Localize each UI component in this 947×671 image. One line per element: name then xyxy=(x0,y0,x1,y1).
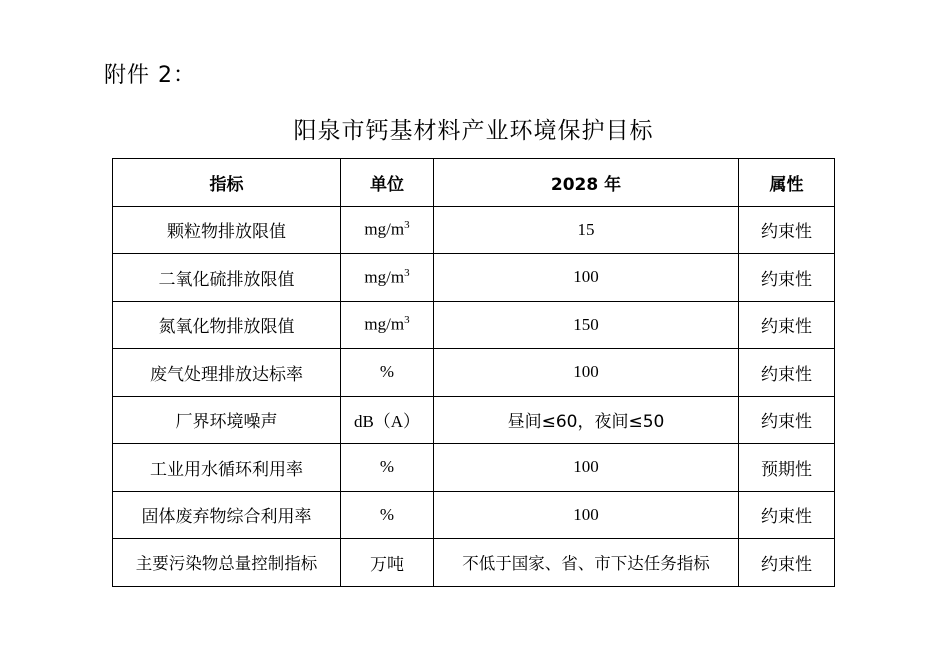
row-indicator: 厂界环境噪声 xyxy=(113,396,341,444)
attachment-label: 附件 2： xyxy=(104,63,196,88)
document-title: 阳泉市钙基材料产业环境保护目标 xyxy=(293,118,654,144)
row-attribute: 约束性 xyxy=(739,206,835,254)
unit-text: mg/m xyxy=(364,315,405,335)
header-attribute: 属性 xyxy=(739,159,835,207)
row-indicator: 颗粒物排放限值 xyxy=(113,206,341,254)
row-indicator: 固体废弃物综合利用率 xyxy=(113,491,341,539)
table-row xyxy=(113,396,835,444)
row-attribute: 约束性 xyxy=(739,396,835,444)
table-row xyxy=(113,444,835,492)
environmental-targets-table xyxy=(112,158,835,587)
row-value: 15 xyxy=(434,206,739,254)
table-row xyxy=(113,301,835,349)
row-indicator: 二氧化硫排放限值 xyxy=(113,254,341,302)
table-row xyxy=(113,491,835,539)
row-unit: % xyxy=(341,444,434,492)
row-value: 100 xyxy=(434,349,739,397)
row-unit xyxy=(341,301,434,349)
header-indicator: 指标 xyxy=(113,159,341,207)
header-unit: 单位 xyxy=(341,159,434,207)
table-row xyxy=(113,349,835,397)
row-indicator: 废气处理排放达标率 xyxy=(113,349,341,397)
row-value: 100 xyxy=(434,254,739,302)
row-value: 100 xyxy=(434,444,739,492)
row-value: 昼间≤60，夜间≤50 xyxy=(434,396,739,444)
row-unit: % xyxy=(341,349,434,397)
row-unit: 万吨 xyxy=(341,539,434,587)
row-value: 100 xyxy=(434,491,739,539)
row-unit xyxy=(341,206,434,254)
unit-text: mg/m xyxy=(364,267,405,287)
header-year: 2028 年 xyxy=(434,159,739,207)
table-header-row xyxy=(113,159,835,207)
row-attribute: 约束性 xyxy=(739,349,835,397)
row-indicator: 主要污染物总量控制指标 xyxy=(113,539,341,587)
row-value: 不低于国家、省、市下达任务指标 xyxy=(434,539,739,587)
row-unit: % xyxy=(341,491,434,539)
row-indicator: 氮氧化物排放限值 xyxy=(113,301,341,349)
row-indicator: 工业用水循环利用率 xyxy=(113,444,341,492)
unit-superscript: 3 xyxy=(404,314,410,327)
row-unit: dB（A） xyxy=(341,396,434,444)
row-attribute: 约束性 xyxy=(739,301,835,349)
row-attribute: 约束性 xyxy=(739,254,835,302)
row-attribute: 预期性 xyxy=(739,444,835,492)
row-unit xyxy=(341,254,434,302)
unit-superscript: 3 xyxy=(404,219,410,232)
table-row xyxy=(113,206,835,254)
row-attribute: 约束性 xyxy=(739,491,835,539)
table-row xyxy=(113,539,835,587)
unit-superscript: 3 xyxy=(404,266,410,279)
table-row xyxy=(113,254,835,302)
row-value: 150 xyxy=(434,301,739,349)
unit-text: mg/m xyxy=(364,220,405,240)
row-attribute: 约束性 xyxy=(739,539,835,587)
